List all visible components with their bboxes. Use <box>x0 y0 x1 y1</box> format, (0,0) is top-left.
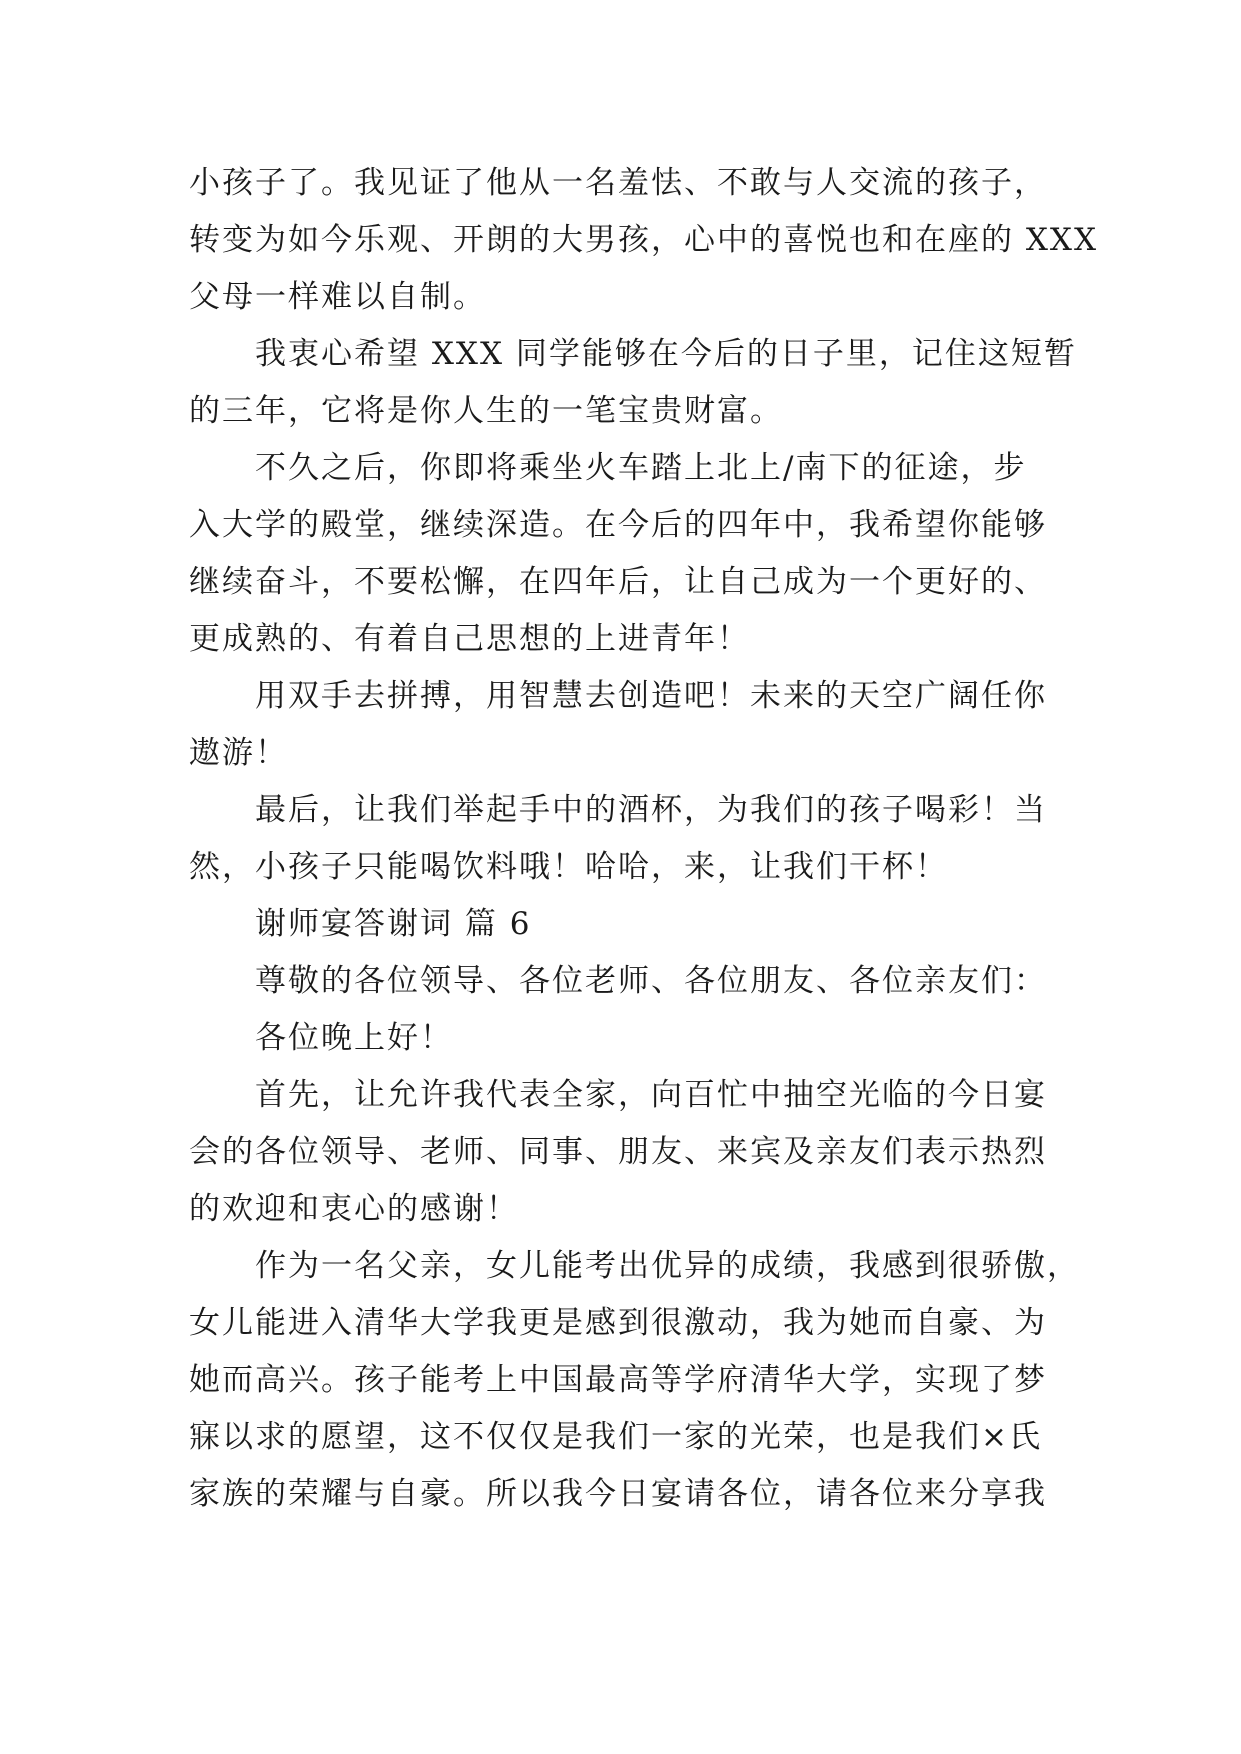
text-line: 尊敬的各位领导、各位老师、各位朋友、各位亲友们： <box>255 963 1047 999</box>
text-line: 她而高兴。孩子能考上中国最高等学府清华大学，实现了梦 <box>189 1362 1047 1398</box>
text-line: 谢师宴答谢词 篇 6 <box>255 906 532 942</box>
document-body <box>189 155 1099 1523</box>
text-line: 转变为如今乐观、开朗的大男孩，心中的喜悦也和在座的 XXX <box>189 222 1099 258</box>
text-line: 的欢迎和衷心的感谢！ <box>189 1191 519 1227</box>
text-line: 我衷心希望 XXX 同学能够在今后的日子里，记住这短暂 <box>255 336 1077 372</box>
paragraph <box>189 782 1059 896</box>
text-line: 会的各位领导、老师、同事、朋友、来宾及亲友们表示热烈 <box>189 1134 1047 1170</box>
text-line: 用双手去拼搏，用智慧去创造吧！未来的天空广阔任你 <box>255 678 1047 714</box>
text-line: 的三年，它将是你人生的一笔宝贵财富。 <box>189 393 783 429</box>
text-line: 更成熟的、有着自己思想的上进青年！ <box>189 621 750 657</box>
section-heading <box>189 896 1059 953</box>
text-line: 女儿能进入清华大学我更是感到很激动，我为她而自豪、为 <box>189 1305 1047 1341</box>
paragraph <box>189 1238 1080 1523</box>
paragraph <box>189 1067 1059 1238</box>
paragraph <box>189 326 1077 440</box>
paragraph <box>189 1010 1059 1067</box>
text-line: 最后，让我们举起手中的酒杯，为我们的孩子喝彩！当 <box>255 792 1047 828</box>
paragraph <box>189 668 1059 782</box>
text-line: 寐以求的愿望，这不仅仅是我们一家的光荣，也是我们×氏 <box>189 1419 1042 1455</box>
paragraph <box>189 953 1059 1010</box>
paragraph <box>189 155 1099 326</box>
text-line: 父母一样难以自制。 <box>189 279 486 315</box>
text-line: 作为一名父亲，女儿能考出优异的成绩，我感到很骄傲， <box>255 1248 1080 1284</box>
text-line: 小孩子了。我见证了他从一名羞怯、不敢与人交流的孩子， <box>189 165 1047 201</box>
paragraph <box>189 440 1059 668</box>
text-line: 各位晚上好！ <box>255 1020 453 1056</box>
text-line: 家族的荣耀与自豪。所以我今日宴请各位，请各位来分享我 <box>189 1476 1047 1512</box>
text-line: 然，小孩子只能喝饮料哦！哈哈，来，让我们干杯！ <box>189 849 948 885</box>
text-line: 首先，让允许我代表全家，向百忙中抽空光临的今日宴 <box>255 1077 1047 1113</box>
text-line: 不久之后，你即将乘坐火车踏上北上/南下的征途，步 <box>255 450 1027 486</box>
text-line: 入大学的殿堂，继续深造。在今后的四年中，我希望你能够 <box>189 507 1047 543</box>
text-line: 遨游！ <box>189 735 288 771</box>
text-line: 继续奋斗，不要松懈，在四年后，让自己成为一个更好的、 <box>189 564 1047 600</box>
